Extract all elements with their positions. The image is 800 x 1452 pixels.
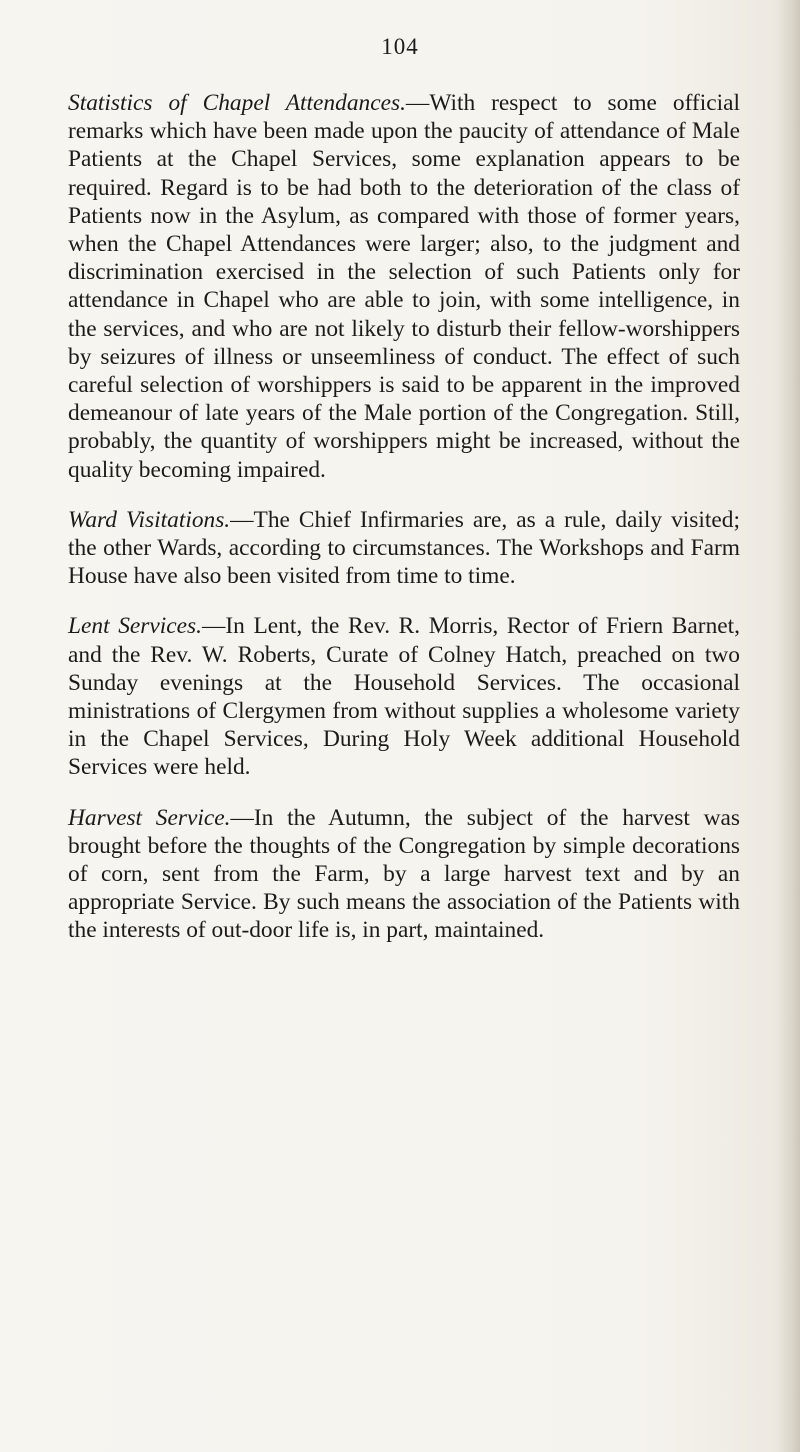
paragraph-text: —The Chief Infirmaries are, as a rule, daily visited; the other Wards, according to circumstances. The Workshops and Farm House have also been visited from time to time. — [68, 506, 740, 590]
paragraph-text: —With respect to some official remarks which have been made upon the paucity of attendance of Male Patients at the Chapel Services, some explanation appears to be required. Regard is to be had both to the deterioration of the class of Patients now in the Asylum, as compared with those of former years, when the Chapel Attendances were larger; also, to the judgment and discrimination exercised in the selection of such Patients only for attendance in Chapel who are able to join, with some intelligence, in the services, and who are not likely to disturb their fellow-worshippers by seizures of illness or unseemliness of conduct. The effect of such careful selection of worshippers is said to be apparent in the improved demeanour of late years of the Male portion of the Congregation. Still, probably, the quantity of worshippers might be increased, without the quality becoming impaired. — [68, 90, 740, 483]
page-edge-shadow — [778, 0, 800, 1452]
paragraph-harvest-service — [68, 804, 740, 945]
paragraph-ward-visitations — [68, 506, 740, 591]
page-number: 104 — [381, 34, 419, 59]
paragraph-lent-services — [68, 612, 740, 781]
section-heading: Lent Services. — [68, 613, 202, 640]
section-heading: Harvest Service. — [68, 804, 231, 831]
paragraph-text: —In the Autumn, the subject of the harvest was brought before the thoughts of the Congregation by simple decorations of corn, sent from the Farm, by a large harvest text and by an appropriate Service. By such means the association of the Patients with the interests of out-door life is, in part, maintained. — [68, 804, 740, 944]
paragraph-chapel-attendances — [68, 89, 740, 484]
section-heading: Ward Visitations. — [68, 506, 231, 533]
page-body — [68, 89, 740, 945]
section-heading: Statistics of Chapel Attendances. — [68, 90, 406, 116]
paragraph-text: —In Lent, the Rev. R. Morris, Rector of Friern Barnet, and the Rev. W. Roberts, Curate of Colney Hatch, preached on two Sunday evenings at the Household Services. The occasional ministrations of Clergymen from without supplies a wholesome variety in the Chapel Services, During Holy Week additional Household Services were held. — [68, 613, 740, 781]
